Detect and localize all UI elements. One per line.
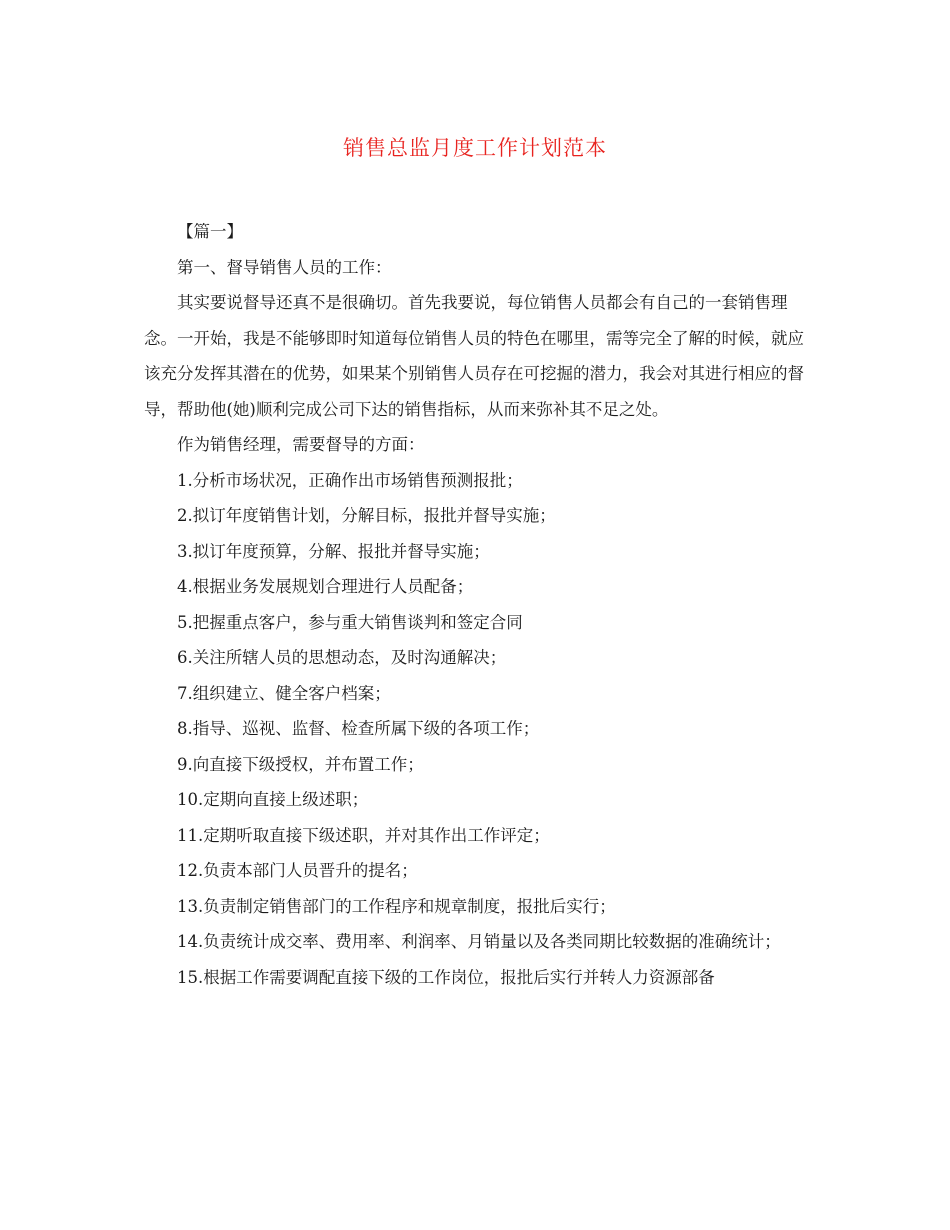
document-title: 销售总监月度工作计划范本 bbox=[343, 136, 607, 160]
list-item: 7.组织建立、健全客户档案； bbox=[177, 683, 391, 703]
paragraph: 其实要说督导还真不是很确切。首先我要说，每位销售人员都会有自己的一套销售理念。一开始，我是不能够即时知道每位销售人员的特色在哪里，需等完全了解的时候，就应该充分发挥其潜在的优势，如果某个别销售人员存在可挖掘的潜力，我会对其进行相应的督导，帮助他(她)顺利完成公司下达的销售指标，从而来弥补其不足之处。 bbox=[144, 293, 804, 419]
list-item: 1.分析市场状况，正确作出市场销售预测报批； bbox=[177, 470, 523, 490]
list-item: 4.根据业务发展规划合理进行人员配备； bbox=[177, 577, 474, 596]
list-item: 15.根据工作需要调配直接下级的工作岗位，报批后实行并转人力资源部备 bbox=[177, 967, 715, 987]
list-item: 5.把握重点客户，参与重大销售谈判和签定合同 bbox=[177, 612, 523, 632]
document-body bbox=[144, 214, 808, 995]
list-item: 9.向直接下级授权，并布置工作； bbox=[177, 754, 424, 774]
list-item: 12.负责本部门人员晋升的提名； bbox=[177, 861, 418, 880]
list-item: 6.关注所辖人员的思想动态，及时沟通解决； bbox=[177, 648, 507, 667]
list-item: 11.定期听取直接下级述职，并对其作出工作评定； bbox=[177, 825, 550, 845]
list-item: 14.负责统计成交率、费用率、利润率、月销量以及各类同期比较数据的准确统计； bbox=[177, 932, 781, 951]
paragraph: 作为销售经理，需要督导的方面： bbox=[177, 435, 425, 454]
list-item: 2.拟订年度销售计划，分解目标，报批并督导实施； bbox=[177, 506, 556, 525]
list-item: 10.定期向直接上级述职； bbox=[177, 790, 369, 809]
list-item: 3.拟订年度预算，分解、报批并督导实施； bbox=[177, 541, 490, 561]
list-item: 8.指导、巡视、监督、检查所属下级的各项工作； bbox=[177, 719, 540, 738]
list-item: 13.负责制定销售部门的工作程序和规章制度，报批后实行； bbox=[177, 896, 616, 916]
section-heading: 【篇一】 bbox=[177, 222, 243, 241]
subheading: 第一、督导销售人员的工作： bbox=[177, 257, 392, 277]
